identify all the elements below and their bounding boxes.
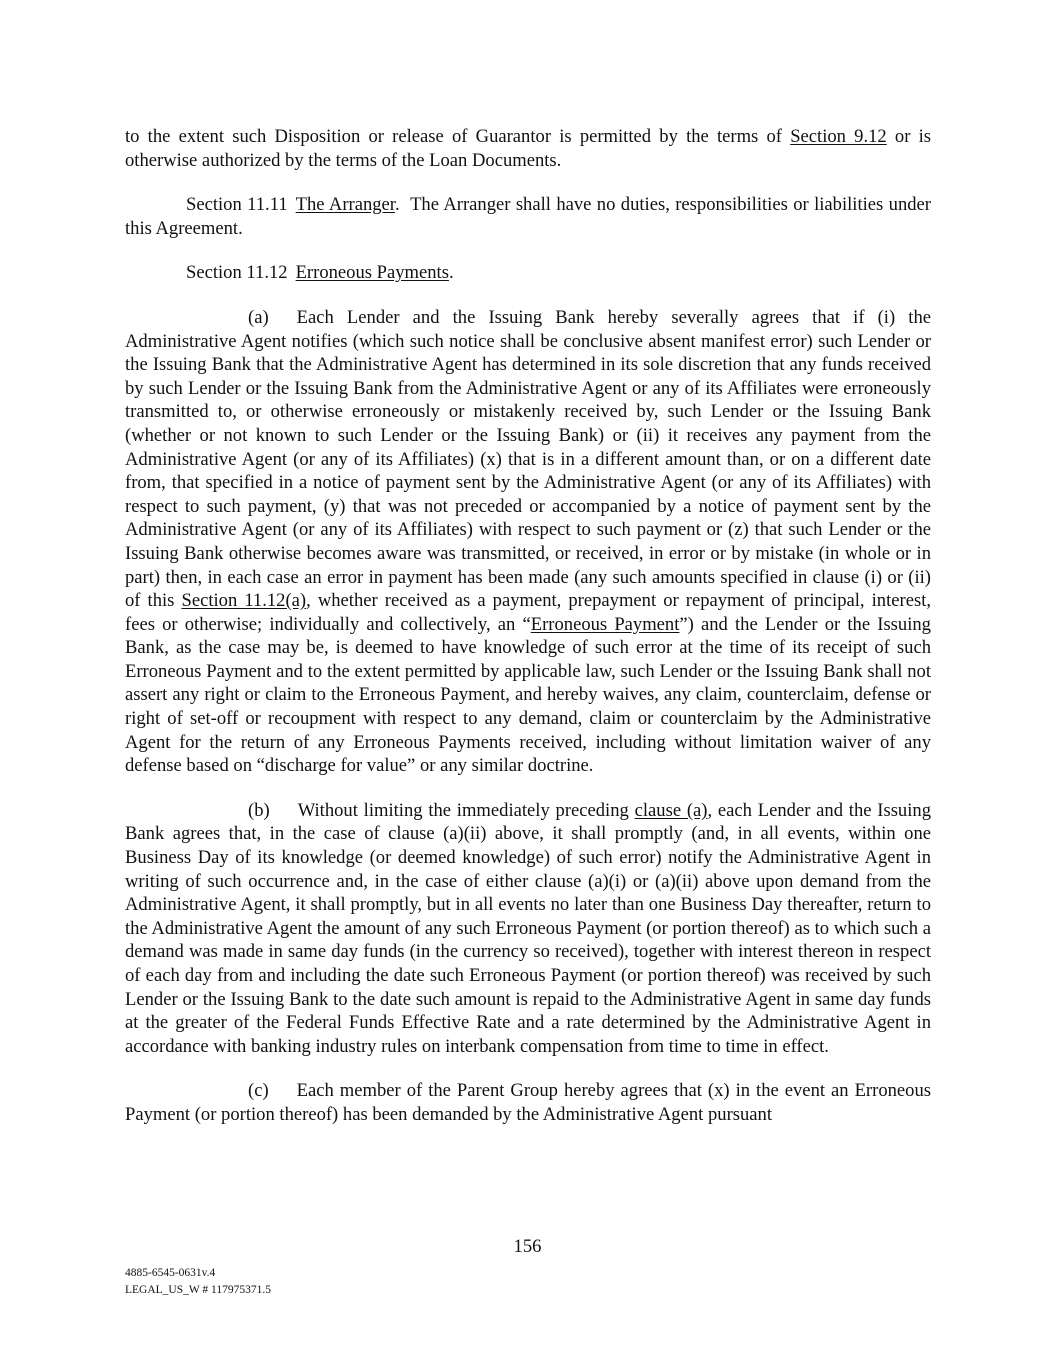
clause-c-paragraph: (c) Each member of the Parent Group hereby agrees that (x) in the event an Erroneous Payment (or portion thereof) has been demanded by the Administrative Agent pursuant: [125, 1080, 931, 1125]
carryover-text-end: or is otherwise authorized by the terms of the Loan Documents.: [125, 126, 931, 171]
document-body: [125, 125, 931, 1127]
section-11-11-paragraph: Section 11.11 The Arranger. The Arranger shall have no duties, responsibilities or liabilities under this Agreement.: [125, 194, 931, 239]
section-11-12-title: Erroneous Payments: [295, 262, 449, 284]
clause-a-label: (a): [248, 306, 269, 328]
doc-id-primary: 4885-6545-0631v.4: [125, 1267, 216, 1279]
section-9-12-reference: Section 9.12: [790, 126, 887, 147]
carryover-text: to the extent such Disposition or release of Guarantor is permitted by the terms of: [125, 126, 791, 147]
section-11-12-heading: Section 11.12 Erroneous Payments.: [186, 262, 454, 284]
erroneous-payment-defined-term: Erroneous Payment: [530, 613, 680, 635]
page-number: 156: [513, 1236, 542, 1257]
clause-b-paragraph: (b) Without limiting the immediately preceding clause (a), each Lender and the Issuing Bank agrees that, in the case of clause (a)(ii) above, it shall promptly (and, in all events, within one Business Day of its knowledge (or deemed knowledge) of such error) notify the Administrative Agent in writing of such occurrence and, in the case of either clause (a)(i) or (a)(ii) above upon demand from the Administrative Agent, it shall promptly, but in all events no later than one Business Day thereafter, return to the Administrative Agent the amount of any such Erroneous Payment (or portion thereof) as to which such a demand was made in same day funds (in the currency so received), together with interest thereon in respect of each day from and including the date such Erroneous Payment (or portion thereof) was received by such Lender or the Issuing Bank to the date such amount is repaid to the Administrative Agent in same day funds at the greater of the Federal Funds Effective Rate and a rate determined by the Administrative Agent in accordance with banking industry rules on interbank compensation from time to time in effect.: [125, 799, 931, 1057]
clause-c-label: (c): [248, 1080, 269, 1102]
carryover-paragraph: [125, 125, 931, 172]
clause-a-reference: clause (a): [634, 799, 708, 821]
section-11-12-a-reference: Section 11.12(a): [181, 590, 307, 612]
section-11-11-title: The Arranger: [295, 194, 395, 216]
doc-id-secondary: LEGAL_US_W # 117975371.5: [125, 1284, 271, 1296]
section-11-11-number: Section 11.11: [186, 194, 288, 216]
document-identifiers: [125, 1265, 271, 1299]
clause-a-paragraph: (a) Each Lender and the Issuing Bank hereby severally agrees that if (i) the Administrative Agent notifies (which such notice shall be conclusive absent manifest error) such Lender or the Issuing Bank that the Administrative Agent has determined in its sole discretion that any funds received by such Lender or the Issuing Bank from the Administrative Agent or any of its Affiliates were erroneously transmitted to, or otherwise erroneously or mistakenly received by, such Lender or the Issuing Bank (whether or not known to such Lender or the Issuing Bank) or (ii) it receives any payment from the Administrative Agent (or any of its Affiliates) (x) that is in a different amount than, or on a different date from, that specified in a notice of payment sent by the Administrative Agent (or any of its Affiliates) with respect to such payment, (y) that was not preceded or accompanied by a notice of payment sent by the Administrative Agent (or any of its Affiliates) with respect to such payment or (z) that such Lender or the Issuing Bank otherwise becomes aware was transmitted, or received, in error or by mistake (in whole or in part) then, in each case an error in payment has been made (any such amounts specified in clause (i) or (ii) of this Section 11.12(a), whether received as a payment, prepayment or repayment of principal, interest, fees or otherwise; individually and collectively, an “Erroneous Payment”) and the Lender or the Issuing Bank, as the case may be, is deemed to have knowledge of such error at the time of its receipt of such Erroneous Payment and to the extent permitted by applicable law, such Lender or the Issuing Bank shall not assert any right or claim to the Erroneous Payment, and hereby waives, any claim, counterclaim, defense or right of set-off or recoupment with respect to any demand, claim or counterclaim by the Administrative Agent for the return of any Erroneous Payments received, including without limitation waiver of any defense based on “discharge for value” or any similar doctrine.: [125, 306, 932, 777]
section-11-11-text: The Arranger shall have no duties, responsibilities or liabilities under this Agreement.: [125, 194, 931, 239]
clause-b-label: (b): [248, 799, 270, 821]
section-11-12-number: Section 11.12: [186, 262, 288, 284]
